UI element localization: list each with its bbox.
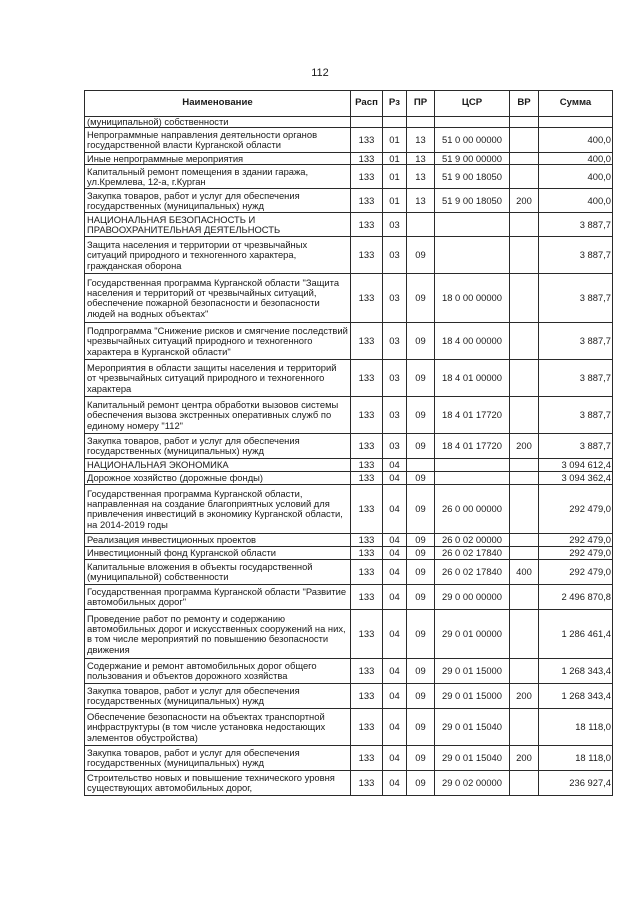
table-cell-csr: 18 4 01 00000 [435, 360, 510, 397]
table-row [85, 746, 613, 771]
table-cell-sum: 18 118,0 [539, 746, 613, 771]
header-pr: ПР [407, 91, 435, 117]
table-row [85, 434, 613, 459]
table-cell-sum: 3 887,7 [539, 434, 613, 459]
table-cell-rz [383, 117, 407, 128]
table-cell-sum: 292 479,0 [539, 534, 613, 547]
table-cell-rasp: 133 [351, 472, 383, 485]
table-cell-vr: 200 [510, 434, 539, 459]
table-cell-rasp: 133 [351, 534, 383, 547]
table-cell-rz: 03 [383, 323, 407, 360]
table-cell-name: Закупка товаров, работ и услуг для обеспечения государственных (муниципальных) нужд [85, 684, 351, 709]
table-cell-sum: 3 887,7 [539, 213, 613, 237]
table-cell-rz: 03 [383, 397, 407, 434]
table-cell-rz: 04 [383, 709, 407, 746]
table-cell-csr: 18 4 00 00000 [435, 323, 510, 360]
table-cell-vr [510, 274, 539, 323]
table-cell-pr: 09 [407, 585, 435, 610]
table-cell-rz: 01 [383, 165, 407, 189]
table-cell-csr: 26 0 02 17840 [435, 547, 510, 560]
table-cell-sum: 2 496 870,8 [539, 585, 613, 610]
table-cell-pr: 09 [407, 323, 435, 360]
table-cell-vr [510, 771, 539, 796]
table-row [85, 153, 613, 165]
table-row [85, 659, 613, 684]
table-cell-rz: 04 [383, 560, 407, 585]
table-row [85, 360, 613, 397]
table-cell-rz: 03 [383, 434, 407, 459]
table-row [85, 459, 613, 472]
table-row [85, 237, 613, 274]
table-cell-pr: 09 [407, 684, 435, 709]
table-row [85, 128, 613, 153]
table-cell-name: Государственная программа Курганской области "Защита населения и территорий от чрезвычайных ситуаций, обеспечение пожарной безопасности и безопасности людей на водных объектах" [85, 274, 351, 323]
table-cell-rz: 03 [383, 274, 407, 323]
table-cell-vr [510, 128, 539, 153]
table-cell-vr [510, 153, 539, 165]
table-cell-sum: 400,0 [539, 189, 613, 213]
table-cell-csr: 26 0 02 17840 [435, 560, 510, 585]
table-cell-pr: 09 [407, 274, 435, 323]
table-cell-pr: 09 [407, 560, 435, 585]
table-cell-pr: 13 [407, 165, 435, 189]
table-cell-pr: 13 [407, 189, 435, 213]
table-row [85, 585, 613, 610]
table-cell-name: Капитальный ремонт помещения в здании гаража, ул.Кремлева, 12-а, г.Курган [85, 165, 351, 189]
table-cell-vr: 200 [510, 746, 539, 771]
table-cell-rasp: 133 [351, 560, 383, 585]
table-cell-vr: 400 [510, 560, 539, 585]
header-rasp: Расп [351, 91, 383, 117]
table-cell-pr: 09 [407, 485, 435, 534]
header-sum: Сумма [539, 91, 613, 117]
table-cell-rasp: 133 [351, 610, 383, 659]
table-cell-name: Реализация инвестиционных проектов [85, 534, 351, 547]
table-cell-csr: 18 0 00 00000 [435, 274, 510, 323]
table-cell-pr: 09 [407, 397, 435, 434]
table-cell-name: НАЦИОНАЛЬНАЯ ЭКОНОМИКА [85, 459, 351, 472]
budget-table [84, 90, 613, 796]
table-row [85, 165, 613, 189]
table-cell-sum: 3 887,7 [539, 237, 613, 274]
table-cell-rz: 03 [383, 237, 407, 274]
table-cell-pr: 13 [407, 153, 435, 165]
header-name: Наименование [85, 91, 351, 117]
table-cell-pr: 09 [407, 360, 435, 397]
table-cell-csr: 26 0 00 00000 [435, 485, 510, 534]
table-cell-csr: 18 4 01 17720 [435, 434, 510, 459]
table-cell-pr: 09 [407, 237, 435, 274]
table-cell-pr: 09 [407, 547, 435, 560]
table-cell-rasp: 133 [351, 189, 383, 213]
table-cell-csr: 51 9 00 00000 [435, 153, 510, 165]
table-cell-rasp: 133 [351, 360, 383, 397]
table-cell-pr: 09 [407, 771, 435, 796]
table-cell-csr: 51 9 00 18050 [435, 189, 510, 213]
table-cell-rz: 04 [383, 534, 407, 547]
table-cell-sum: 400,0 [539, 165, 613, 189]
table-cell-pr: 09 [407, 610, 435, 659]
table-cell-rz: 04 [383, 771, 407, 796]
table-cell-vr [510, 485, 539, 534]
table-cell-sum: 400,0 [539, 128, 613, 153]
table-cell-rasp: 133 [351, 684, 383, 709]
table-cell-name: (муниципальной) собственности [85, 117, 351, 128]
table-cell-sum: 292 479,0 [539, 547, 613, 560]
table-cell-pr: 09 [407, 709, 435, 746]
table-cell-rasp: 133 [351, 547, 383, 560]
table-row [85, 771, 613, 796]
table-cell-csr: 29 0 01 15000 [435, 659, 510, 684]
header-vr: ВР [510, 91, 539, 117]
table-cell-rasp: 133 [351, 153, 383, 165]
table-cell-name: Непрограммные направления деятельности органов государственной власти Курганской области [85, 128, 351, 153]
table-cell-sum: 236 927,4 [539, 771, 613, 796]
table-cell-name: Защита населения и территории от чрезвычайных ситуаций природного и техногенного характера, гражданская оборона [85, 237, 351, 274]
table-header-row [85, 91, 613, 117]
header-rz: Рз [383, 91, 407, 117]
table-cell-rz: 04 [383, 746, 407, 771]
table-cell-rz: 04 [383, 547, 407, 560]
table-cell-name: Закупка товаров, работ и услуг для обеспечения государственных (муниципальных) нужд [85, 434, 351, 459]
table-cell-name: НАЦИОНАЛЬНАЯ БЕЗОПАСНОСТЬ И ПРАВООХРАНИТЕЛЬНАЯ ДЕЯТЕЛЬНОСТЬ [85, 213, 351, 237]
table-cell-rz: 01 [383, 153, 407, 165]
table-cell-rasp: 133 [351, 485, 383, 534]
table-cell-sum: 3 887,7 [539, 323, 613, 360]
table-cell-name: Государственная программа Курганской области, направленная на создание благоприятных условий для привлечения инвестиций в экономику Курганской области, на 2014-2019 годы [85, 485, 351, 534]
table-cell-csr [435, 117, 510, 128]
table-cell-rz: 04 [383, 472, 407, 485]
table-cell-sum: 18 118,0 [539, 709, 613, 746]
table-cell-sum: 3 887,7 [539, 360, 613, 397]
table-cell-rasp: 133 [351, 746, 383, 771]
table-row [85, 709, 613, 746]
table-cell-name: Капитальный ремонт центра обработки вызовов системы обеспечения вызова экстренных оперативных служб по единому номеру "112" [85, 397, 351, 434]
table-cell-rasp: 133 [351, 397, 383, 434]
table-row [85, 485, 613, 534]
table-cell-pr [407, 213, 435, 237]
table-cell-sum: 292 479,0 [539, 485, 613, 534]
table-body [85, 117, 613, 796]
table-cell-rz: 04 [383, 585, 407, 610]
table-cell-sum: 3 094 362,4 [539, 472, 613, 485]
table-cell-csr: 29 0 01 15000 [435, 684, 510, 709]
table-cell-name: Обеспечение безопасности на объектах транспортной инфраструктуры (в том числе установка недостающих элементов обустройства) [85, 709, 351, 746]
table-cell-vr [510, 547, 539, 560]
table-cell-csr: 29 0 01 00000 [435, 610, 510, 659]
table-row [85, 189, 613, 213]
table-cell-vr [510, 323, 539, 360]
table-row [85, 397, 613, 434]
table-cell-name: Проведение работ по ремонту и содержанию автомобильных дорог и искусственных сооружений на них, в том числе мероприятий по повышению безопасности движения [85, 610, 351, 659]
table-cell-csr [435, 213, 510, 237]
table-cell-csr: 26 0 02 00000 [435, 534, 510, 547]
table-cell-rasp: 133 [351, 165, 383, 189]
table-cell-sum: 3 094 612,4 [539, 459, 613, 472]
table-cell-rasp: 133 [351, 213, 383, 237]
table-cell-rasp [351, 117, 383, 128]
table-cell-name: Подпрограмма "Снижение рисков и смягчение последствий чрезвычайных ситуаций природного и техногенного характера в Курганской области" [85, 323, 351, 360]
table-cell-name: Содержание и ремонт автомобильных дорог общего пользования и объектов дорожного хозяйства [85, 659, 351, 684]
table-cell-sum: 1 268 343,4 [539, 659, 613, 684]
table-cell-pr: 09 [407, 534, 435, 547]
table-cell-name: Мероприятия в области защиты населения и территорий от чрезвычайных ситуаций природного и техногенного характера [85, 360, 351, 397]
table-cell-vr [510, 709, 539, 746]
table-row [85, 534, 613, 547]
table-cell-pr: 09 [407, 434, 435, 459]
table-row [85, 117, 613, 128]
table-cell-rz: 01 [383, 189, 407, 213]
table-cell-rasp: 133 [351, 459, 383, 472]
table-cell-vr: 200 [510, 684, 539, 709]
table-cell-name: Строительство новых и повышение технического уровня существующих автомобильных дорог, [85, 771, 351, 796]
table-row [85, 274, 613, 323]
table-cell-vr: 200 [510, 189, 539, 213]
table-cell-vr [510, 360, 539, 397]
table-row [85, 610, 613, 659]
table-cell-rz: 04 [383, 610, 407, 659]
table-cell-name: Инвестиционный фонд Курганской области [85, 547, 351, 560]
table-row [85, 323, 613, 360]
page-number: 112 [311, 67, 329, 79]
table-cell-vr [510, 534, 539, 547]
table-cell-name: Капитальные вложения в объекты государственной (муниципальной) собственности [85, 560, 351, 585]
table-cell-name: Закупка товаров, работ и услуг для обеспечения государственных (муниципальных) нужд [85, 189, 351, 213]
table-cell-name: Дорожное хозяйство (дорожные фонды) [85, 472, 351, 485]
table-cell-sum: 3 887,7 [539, 274, 613, 323]
table-cell-rz: 01 [383, 128, 407, 153]
table-cell-rz: 03 [383, 360, 407, 397]
table-cell-vr [510, 165, 539, 189]
table-cell-rasp: 133 [351, 128, 383, 153]
table-cell-sum: 3 887,7 [539, 397, 613, 434]
table-cell-csr: 29 0 00 00000 [435, 585, 510, 610]
table-row [85, 472, 613, 485]
table-cell-csr: 29 0 01 15040 [435, 746, 510, 771]
table-row [85, 547, 613, 560]
table-cell-vr [510, 659, 539, 684]
header-csr: ЦСР [435, 91, 510, 117]
table-cell-csr: 29 0 02 00000 [435, 771, 510, 796]
table-cell-csr: 51 9 00 18050 [435, 165, 510, 189]
table-cell-vr [510, 397, 539, 434]
table-cell-name: Государственная программа Курганской области "Развитие автомобильных дорог" [85, 585, 351, 610]
table-cell-vr [510, 237, 539, 274]
table-cell-pr [407, 459, 435, 472]
table-cell-vr [510, 472, 539, 485]
table-cell-sum: 400,0 [539, 153, 613, 165]
table-cell-rasp: 133 [351, 771, 383, 796]
table-cell-rasp: 133 [351, 709, 383, 746]
table-cell-rasp: 133 [351, 237, 383, 274]
table-cell-vr [510, 117, 539, 128]
table-cell-rasp: 133 [351, 585, 383, 610]
table-cell-csr [435, 472, 510, 485]
table-cell-csr [435, 237, 510, 274]
table-cell-sum: 292 479,0 [539, 560, 613, 585]
table-cell-csr: 51 0 00 00000 [435, 128, 510, 153]
table-cell-rasp: 133 [351, 274, 383, 323]
table-cell-name: Иные непрограммные мероприятия [85, 153, 351, 165]
table-cell-rasp: 133 [351, 659, 383, 684]
table-cell-pr [407, 117, 435, 128]
table-cell-csr: 29 0 01 15040 [435, 709, 510, 746]
table-cell-pr: 09 [407, 472, 435, 485]
table-cell-sum: 1 268 343,4 [539, 684, 613, 709]
table-cell-rasp: 133 [351, 323, 383, 360]
table-cell-rz: 04 [383, 684, 407, 709]
table-row [85, 684, 613, 709]
table-cell-pr: 13 [407, 128, 435, 153]
table-cell-rz: 04 [383, 459, 407, 472]
table-cell-rz: 04 [383, 659, 407, 684]
table-cell-vr [510, 213, 539, 237]
table-cell-name: Закупка товаров, работ и услуг для обеспечения государственных (муниципальных) нужд [85, 746, 351, 771]
table-cell-rz: 04 [383, 485, 407, 534]
table-row [85, 213, 613, 237]
table-cell-vr [510, 459, 539, 472]
table-cell-rz: 03 [383, 213, 407, 237]
table-cell-csr [435, 459, 510, 472]
table-cell-pr: 09 [407, 746, 435, 771]
table-cell-csr: 18 4 01 17720 [435, 397, 510, 434]
table-cell-sum: 1 286 461,4 [539, 610, 613, 659]
table-cell-sum [539, 117, 613, 128]
table-cell-rasp: 133 [351, 434, 383, 459]
table-row [85, 560, 613, 585]
table-cell-pr: 09 [407, 659, 435, 684]
table-cell-vr [510, 610, 539, 659]
table-cell-vr [510, 585, 539, 610]
